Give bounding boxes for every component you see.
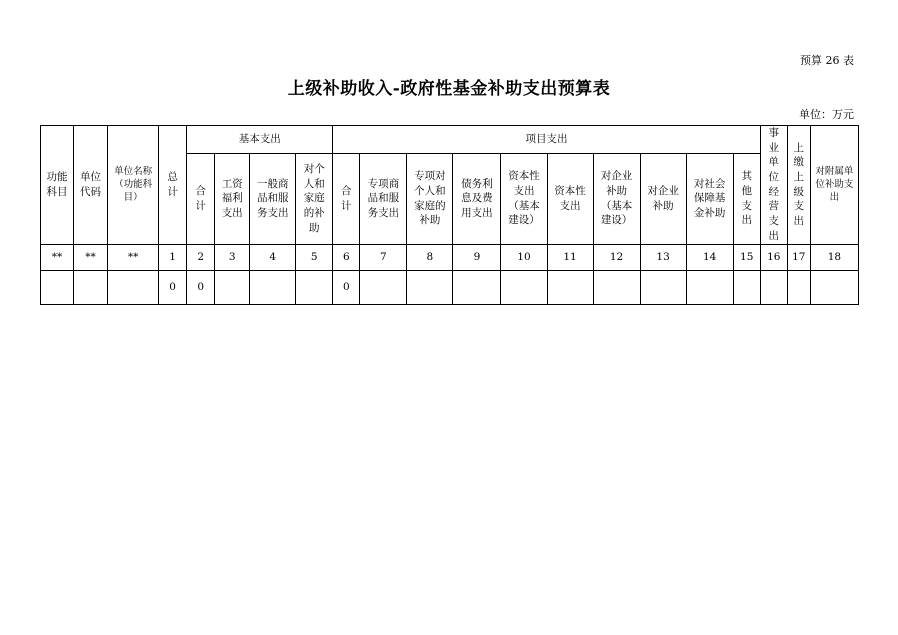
page-title: 上级补助收入-政府性基金补助支出预算表 xyxy=(287,79,611,99)
form-number: 预算 26 表 xyxy=(800,54,854,67)
data-cell xyxy=(640,270,686,304)
data-cell: 0 xyxy=(187,270,215,304)
header-total: 总计 xyxy=(159,126,187,245)
header-pay-to-higher: 上缴上级支出 xyxy=(787,126,810,245)
header-goods-services: 一般商品和服务支出 xyxy=(250,153,296,244)
header-capital-infra: 资本性支出（基本建设） xyxy=(501,153,547,244)
data-cell xyxy=(686,270,733,304)
data-cell: 0 xyxy=(333,270,360,304)
index-cell: 16 xyxy=(760,244,787,270)
index-cell: 13 xyxy=(640,244,686,270)
header-enterprise: 对企业补助 xyxy=(640,153,686,244)
index-cell: ** xyxy=(108,244,159,270)
index-cell: 14 xyxy=(686,244,733,270)
header-func-subject: 功能科目 xyxy=(41,126,74,245)
index-cell: 6 xyxy=(333,244,360,270)
data-cell xyxy=(250,270,296,304)
header-unit-code: 单位代码 xyxy=(74,126,108,245)
data-cell xyxy=(41,270,74,304)
data-cell xyxy=(215,270,250,304)
data-cell xyxy=(74,270,108,304)
data-cell xyxy=(360,270,407,304)
index-cell: 12 xyxy=(593,244,640,270)
index-cell: ** xyxy=(74,244,108,270)
data-cell xyxy=(501,270,547,304)
header-basic-subtotal: 合计 xyxy=(187,153,215,244)
data-cell xyxy=(787,270,810,304)
header-project-expenditure: 项目支出 xyxy=(333,126,760,154)
data-cell xyxy=(593,270,640,304)
index-cell: 17 xyxy=(787,244,810,270)
data-cell xyxy=(733,270,760,304)
index-cell: 2 xyxy=(187,244,215,270)
data-cell xyxy=(453,270,501,304)
index-cell: 1 xyxy=(159,244,187,270)
unit-label: 单位：万元 xyxy=(799,108,854,121)
index-cell: 18 xyxy=(810,244,858,270)
header-institution-operating: 事业单位经营支出 xyxy=(760,126,787,245)
index-cell: 15 xyxy=(733,244,760,270)
header-basic-expenditure: 基本支出 xyxy=(187,126,333,154)
header-affiliated-subsidy: 对附属单位补助支出 xyxy=(810,126,858,245)
index-cell: ** xyxy=(41,244,74,270)
header-enterprise-infra: 对企业补助（基本建设） xyxy=(593,153,640,244)
data-cell xyxy=(810,270,858,304)
header-special-individual-family: 专项对个人和家庭的补助 xyxy=(407,153,453,244)
data-cell xyxy=(760,270,787,304)
index-cell: 4 xyxy=(250,244,296,270)
index-cell: 9 xyxy=(453,244,501,270)
header-individual-family-basic: 对个人和家庭的补助 xyxy=(296,153,333,244)
index-cell: 5 xyxy=(296,244,333,270)
index-cell: 10 xyxy=(501,244,547,270)
index-cell: 8 xyxy=(407,244,453,270)
data-cell xyxy=(108,270,159,304)
header-salary-welfare: 工资福利支出 xyxy=(215,153,250,244)
index-cell: 3 xyxy=(215,244,250,270)
data-cell xyxy=(547,270,593,304)
budget-table xyxy=(40,125,859,305)
index-cell: 7 xyxy=(360,244,407,270)
header-other: 其他支出 xyxy=(733,153,760,244)
data-cell xyxy=(296,270,333,304)
header-special-goods-services: 专项商品和服务支出 xyxy=(360,153,407,244)
header-social-security: 对社会保障基金补助 xyxy=(686,153,733,244)
header-debt-interest: 债务利息及费用支出 xyxy=(453,153,501,244)
index-cell: 11 xyxy=(547,244,593,270)
data-cell xyxy=(407,270,453,304)
header-capital: 资本性支出 xyxy=(547,153,593,244)
header-unit-name: 单位名称（功能科目） xyxy=(108,126,159,245)
index-row xyxy=(41,244,859,270)
header-project-subtotal: 合计 xyxy=(333,153,360,244)
table-row xyxy=(41,270,859,304)
data-cell: 0 xyxy=(159,270,187,304)
